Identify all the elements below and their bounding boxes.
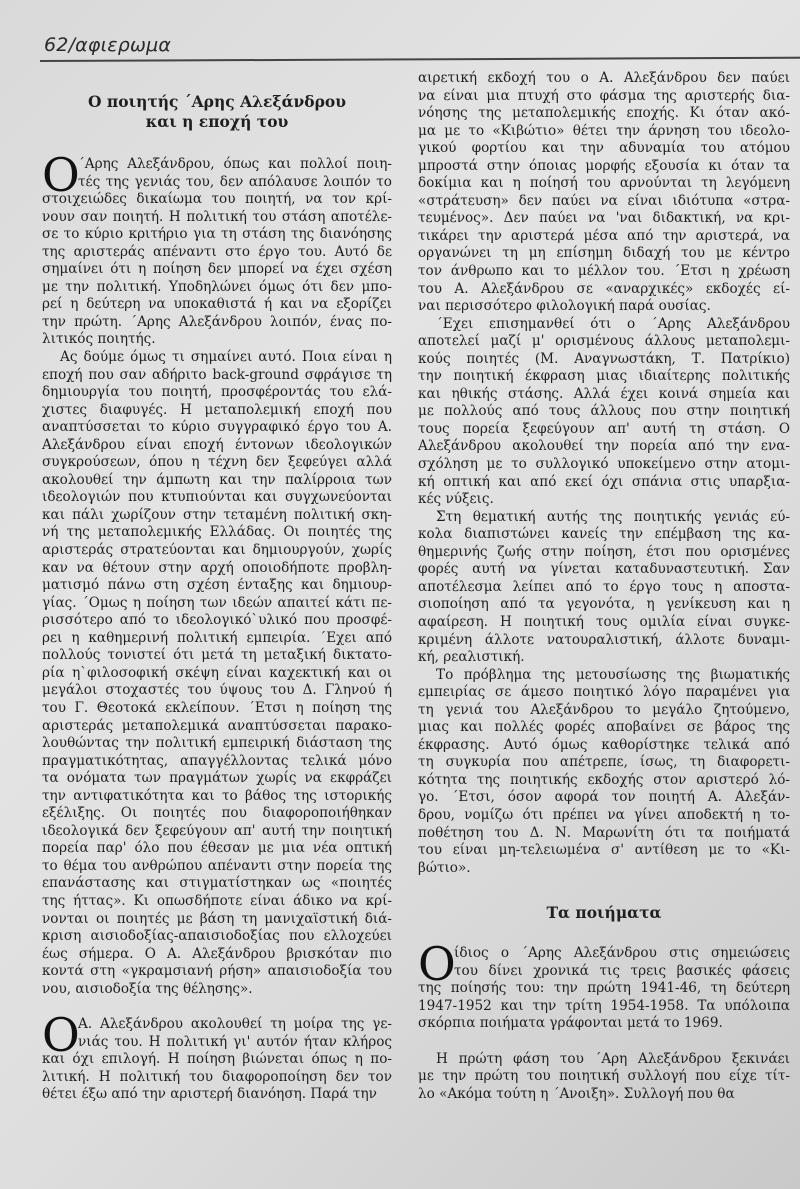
- text-line: του Γ. Θεοτοκά εκλείπουν. ΄Ετσι η ποίηση της: [42, 699, 392, 716]
- text-line: το θέμα του ανθρώπου απέναντι στην πορεία της: [42, 857, 392, 874]
- text-line: αιρετική εκδοχή του ο Α. Αλεξάνδρου δεν παύει: [418, 70, 790, 86]
- text-line: του Α. Αλεξάνδρου σε «αναρχικές» εκδοχές εί-: [418, 280, 790, 297]
- text-line: θέτει έξω από την αριστερή διανόηση. Παρά την: [42, 1086, 377, 1103]
- drop-cap: Ο: [418, 937, 456, 992]
- text-line: νή της μεταπολεμικής Ελλάδας. Οι ποιητές της: [42, 524, 392, 541]
- text-line: της ήττας». Κι οπωσδήποτε είναι άδικο να κρί-: [42, 892, 392, 909]
- text-line: τον άνθρωπο και το μέλλον του. ΄Ετσι η χρέωση: [418, 263, 790, 280]
- text-line: και ηθικής στάσης. Αλλά έχει κοινά σημεία και: [418, 385, 790, 402]
- text-line: τη γενιά του Αλεξάνδρου το μεγάλο ζητούμενο,: [418, 701, 790, 718]
- text-line: κριμένη άλλοτε νατουραλιστική, άλλοτε δυναμι-: [418, 631, 790, 648]
- text-line: και όχι επιλογή. Η ποίηση βιώνεται όπως η πο-: [42, 1051, 392, 1068]
- text-line: εξέλιξης. Οι ποιητές που διαφοροποιήθηκαν: [42, 805, 392, 822]
- paragraph: [42, 148, 392, 349]
- paragraph: [418, 667, 790, 878]
- text-line: με πολλούς από τους άλλους που στην ποιητική: [418, 403, 790, 420]
- paragraph: [418, 1051, 790, 1104]
- article-title-line-2: και η εποχή του: [145, 112, 289, 131]
- text-line: λο «Ακόμα τούτη η ΄Ανοιξη». Συλλογή που θα: [418, 1085, 735, 1102]
- text-line: ΄Αρης Αλεξάνδρου, όπως και πολλοί ποιη-: [78, 156, 392, 172]
- text-line: Η πρώτη φάση του ΄Αρη Αλεξάνδρου ξεκινάει: [436, 1050, 790, 1067]
- text-line: ακολουθεί την άμπωτη και την παλίρροια των: [42, 471, 392, 488]
- text-line: Αλεξάνδρου ακολουθεί την πορεία από την ενα-: [418, 438, 790, 455]
- text-line: μα με το «Κιβώτιο» θέτει την άρνηση του ιδεολο-: [418, 122, 790, 139]
- left-column: [42, 90, 392, 1104]
- section-title: Τα ποιήματα: [546, 903, 662, 923]
- text-line: Αλεξάνδρου είναι εποχή έντονων ιδεολογικών: [42, 436, 392, 453]
- text-line: πραγματικότητας, απαγγέλλοντας τελικά μόνο: [42, 752, 392, 769]
- drop-cap: Ο: [42, 148, 80, 202]
- text-line: ποθέτηση του Δ. Ν. Μαρωνίτη ότι τα ποιήματά: [418, 824, 790, 841]
- text-line: «στράτευση» δεν παύει να είναι ιδιότυπα «στρα-: [418, 192, 790, 209]
- text-line: αποτελεί μαζί μ' ορισμένους άλλους μεταπολεμι-: [418, 333, 790, 350]
- text-line: βώτιο».: [418, 859, 471, 876]
- text-line: Α. Αλεξάνδρου ακολουθεί τη μοίρα της γε-: [78, 1016, 392, 1033]
- text-line: την αντιφατικότητα και το βάθος της ιστορικής: [42, 787, 392, 804]
- text-line: νουν σαν ποιητή. Η πολιτική του στάση αποτέλε-: [42, 208, 392, 225]
- text-line: φορές αυτή να γίνεται καταδυναστευτική. Σαν: [418, 561, 790, 578]
- paragraph: [418, 937, 790, 1033]
- text-line: ματισμό πάνω στη σχέση ένταξης και δημιουρ-: [42, 577, 392, 594]
- text-line: μεγάλοι στοχαστές του ύψους του Δ. Γληνού ή: [42, 682, 392, 699]
- text-line: την πρώτη. ΄Αρης Αλεξάνδρου λοιπόν, ένας πο-: [42, 313, 392, 330]
- text-line: κές νύξεις.: [418, 491, 494, 508]
- text-line: τές της γενιάς του, δεν απόλαυσε λοιπόν το: [78, 173, 392, 190]
- drop-cap: Ο: [42, 1008, 80, 1063]
- text-line: έκφρασης. Αυτό όμως καθορίστηκε τελικά από: [418, 736, 790, 753]
- text-line: να είναι μια πτυχή στο φάσμα της αριστερής δια-: [418, 87, 790, 104]
- paragraph: [42, 1008, 392, 1104]
- text-line: ρισσότερο από το ιδεολογικό`υλικό που προσφέ-: [42, 612, 392, 629]
- text-line: κοντά στη «γκραμσιανή ρήση» απαισιοδοξία του: [42, 963, 392, 980]
- paragraph-gap: [418, 1033, 790, 1051]
- text-line: κή οπτική και από εκεί όχι σπάνια στις υπαρξια-: [418, 473, 790, 490]
- text-line: θημερινής ζωής στην ποίηση, έτσι που ορισμένες: [418, 543, 790, 560]
- text-line: δοκίμια και η ποίησή του αρνούνται τη λεγόμενη: [418, 175, 790, 192]
- text-line: γο. ΄Ετσι, όσον αφορά τον ποιητή Α. Αλεξάν-: [418, 789, 790, 806]
- text-line: τους πορεία ξεφεύγουν απ' αυτή τη στάση. Ο: [418, 420, 790, 437]
- text-line: δημιουργία του ποιητή, προσφέροντάς του ελά-: [42, 384, 392, 401]
- article-title: [42, 92, 392, 132]
- text-line: της αριστεράς απέναντι στο έργο του. Αυτό δε: [42, 243, 392, 260]
- text-line: αριστεράς μεταπολεμικά αναπτύσσεται παρακο-: [42, 717, 392, 734]
- text-line: αφαίρεση. Η ποιητική τους ομιλία είναι συγκε-: [418, 613, 790, 630]
- text-line: λιτική. Η πολιτική του διαφοροποίηση δεν τον: [42, 1068, 392, 1085]
- text-line: εποχή που σαν αδήριτο back-ground σφράγισε τη: [42, 366, 392, 383]
- text-line: αριστεράς στρατεύονται και δημιουργούν, χωρίς: [42, 542, 392, 559]
- text-line: του δίνει χρονικά τις τρεις βασικές φάσεις: [454, 962, 790, 979]
- text-line: σχόληση με το συλλογικό υποκείμενο στην ατομι-: [418, 456, 790, 473]
- header-rule: [40, 57, 800, 62]
- text-line: σημαίνει ότι η ποίηση δεν μπορεί να έχει σχέση: [42, 261, 392, 278]
- text-line: ΄Εχει επισημανθεί ότι ο ΄Αρης Αλεξάνδρου: [436, 315, 790, 332]
- text-line: κότητα της ποιητικής εκδοχής στον αριστερό λό-: [418, 771, 790, 788]
- text-line: και πάλι χωρίζουν στην τεταμένη πολιτική σκη-: [42, 506, 392, 523]
- text-line: νόησης της μεταπολεμικής εποχής. Κι όταν ακό-: [418, 105, 790, 122]
- text-line: Στη θεματική αυτής της ποιητικής γενιάς εύ-: [436, 508, 790, 525]
- text-line: σε το κύριο κριτήριο για τη στάση της διανόησης: [42, 226, 392, 243]
- right-column: [418, 70, 790, 1104]
- text-line: τα ονόματα των πραγμάτων χωρίς να εκφράζει: [42, 770, 392, 787]
- text-line: γικού φορτίου και την αδυναμία του ατόμου: [418, 140, 790, 157]
- text-line: τευμένος». Δεν παύει να 'ναι διδακτική, να κρι-: [418, 210, 790, 227]
- text-line: λουθώντας την πολιτική εμπειρική διάσταση της: [42, 735, 392, 752]
- page-header-label: 62/αφιερωμα: [44, 34, 172, 56]
- text-line: με την πολιτική. Υποδηλώνει όμως ότι δεν μπο-: [42, 278, 392, 295]
- text-line: νονται οι ποιητές με βάση τη μανιχαϊστική διά-: [42, 910, 392, 927]
- text-line: δρου, νομίζω ότι πρέπει να γίνει αποδεκτή η το-: [418, 806, 790, 823]
- text-line: κή, ρεαλιστική.: [418, 649, 525, 666]
- paragraph: [42, 349, 392, 998]
- text-line: σιοποίηση από τα γεγονότα, η γενίκευση και η: [418, 596, 790, 613]
- text-line: κολα διαπιστώνει κανείς την επέμβαση της κα-: [418, 526, 790, 543]
- text-line: Ας δούμε όμως τι σημαίνει αυτό. Ποια είναι η: [60, 349, 392, 366]
- text-line: πολλούς τονιστεί ότι μετά τη μεταξική δικτατο-: [42, 647, 392, 664]
- text-line: ιδεολογικά δεν ξεφεύγουν απ' αυτή την ποιητική: [42, 822, 392, 839]
- text-line: μπροστά στην όποιας μορφής εξουσία κι όταν τα: [418, 157, 790, 174]
- text-line: χιστες διαφυγές. Η μεταπολεμική εποχή που: [42, 401, 392, 418]
- text-line: σκόρπια ποιήματα γράφονται μετά το 1969.: [418, 1015, 723, 1032]
- text-line: καν να θέτουν στην αρχή οποιοδήποτε προβλη-: [42, 559, 392, 576]
- text-line: επανάστασης και στιγματίστηκαν ως «ποιητές: [42, 875, 392, 892]
- text-line: της ποίησής του: την πρώτη 1941-46, τη δεύτερη: [418, 980, 790, 997]
- text-line: τικάρει την αριστερά μέσα από την αριστερά, να: [418, 227, 790, 244]
- text-line: ρει η καθημερινή πολιτική εμπειρία. ΄Εχει από: [42, 629, 392, 646]
- text-line: στοιχειώδες δικαίωμα του ποιητή, να τον κρί-: [42, 191, 392, 208]
- text-line: νιάς του. Η πολιτική γι' αυτόν ήταν κλήρος: [78, 1033, 392, 1050]
- text-line: ρεί η δεύτερη να υποκαθιστά ή και να εξορίζει: [42, 296, 392, 313]
- text-line: ρία η`φιλοσοφική σκέψη είναι καχεκτική και οι: [42, 664, 392, 681]
- text-line: συγκρούσεων, όπου η τέχνη δεν ξεφεύγει αλλά: [42, 454, 392, 471]
- text-line: λιτικός ποιητής.: [42, 331, 156, 348]
- text-line: ίδιος ο ΄Αρης Αλεξάνδρου στις σημειώσεις: [454, 945, 790, 962]
- text-line: γίας. ΄Ομως η ποίηση των ιδεών απαιτεί κάτι πε-: [42, 594, 392, 611]
- text-line: Το πρόβλημα της μετουσίωσης της βιωματικής: [436, 666, 790, 683]
- text-line: 1947-1952 και την τρίτη 1954-1958. Τα υπόλοιπα: [418, 997, 790, 1014]
- text-line: ναι περισσότερο φιλολογική παρά ουσίας.: [418, 298, 711, 315]
- text-line: τη συγκυρία που απέτρεπε, ίσως, τη διαφορετι-: [418, 754, 790, 771]
- text-line: μιας και πολλές φορές αποβαίνει σε βάρος της: [418, 719, 790, 736]
- paragraph-gap: [42, 998, 392, 1016]
- text-line: εμπειρίας σε άμεσο ποιητικό λόγο παραμένει για: [418, 684, 790, 701]
- text-line: ιδεολογιών που κτυπιούνται και συγχωνεύονται: [42, 489, 392, 506]
- text-line: αναπτύσσεται το κύριο συγγραφικό έργο του Α.: [42, 419, 392, 436]
- text-line: κούς ποιητές (Μ. Αναγνωστάκη, Τ. Πατρίκιο): [418, 350, 790, 367]
- text-line: αποτέλεσμα λείπει από το έργο τους η αποστα-: [418, 578, 790, 595]
- text-line: έως σήμερα. Ο Α. Αλεξάνδρου βρισκόταν πιο: [42, 945, 392, 962]
- text-line: νου, αισιοδοξία της θέλησης».: [42, 980, 253, 997]
- text-line: πορεία παρ' όλο που έθεσαν με μια νέα οπτική: [42, 840, 392, 857]
- text-line: του είναι μη-τελειωμένα σ' αντίθεση με το «Κι-: [418, 842, 790, 859]
- paragraph: [418, 70, 790, 316]
- text-line: με την πρώτη του ποιητική συλλογή που είχε τίτ-: [418, 1068, 790, 1085]
- text-line: κριση αισιοδοξίας-απαισιοδοξίας που ελλοχεύει: [42, 928, 392, 945]
- article-title-line-1: Ο ποιητής ΄Αρης Αλεξάνδρου: [88, 92, 346, 111]
- text-line: οργανώνει τη μη επίσημη διδαχή του με κέντρο: [418, 245, 790, 262]
- paragraph: [418, 509, 790, 667]
- paragraph: [418, 316, 790, 509]
- text-line: την ποιητική έκφραση μιας ιδιαίτερης πολιτικής: [418, 368, 790, 385]
